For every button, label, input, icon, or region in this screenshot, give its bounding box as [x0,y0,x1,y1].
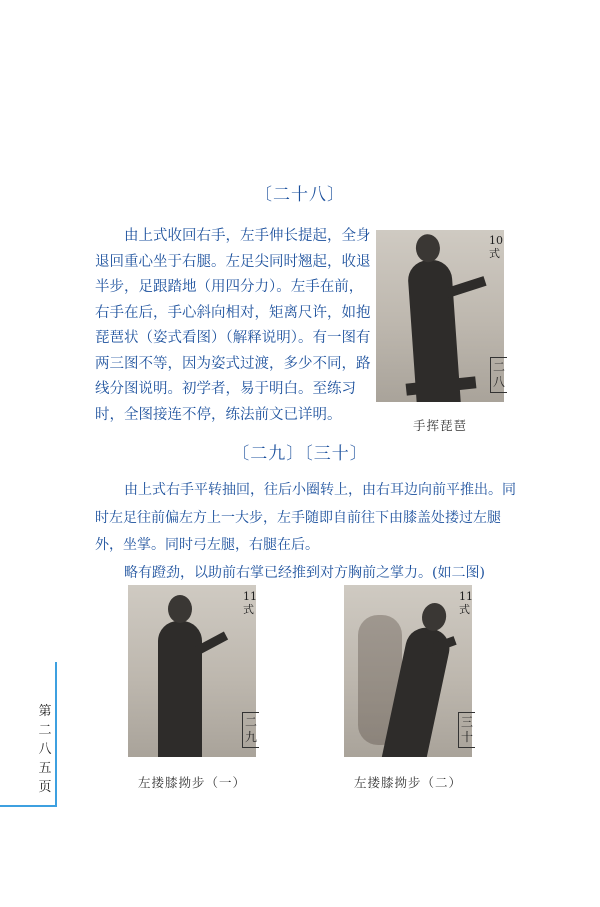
paragraph-line: 时左足往前偏左方上一大步，左手随即自前往下由膝盖处搂过左腿 [95,509,501,526]
paragraph-line: 线分图说明。初学者，易于明白。至练习 [95,381,356,397]
figure-head [419,601,448,633]
paragraph-line: 由上式右手平转抽回，往后小圈转上，由右耳边向前平推出。同 [124,482,516,498]
form-label-28: 10式 [489,234,503,260]
page-number [38,702,52,797]
section-29-30-heading: 〔二九〕〔三十〕 [232,444,368,464]
form-label-29: 11式 [243,590,257,616]
paragraph-line: 时，全图接连不停，练法前文已详明。 [95,406,342,423]
plate-label-30: 三十 [458,712,475,748]
page-number-char: 页 [38,780,52,795]
photo-caption-28: 手挥琵琶 [412,418,467,433]
photo-caption-30: 左搂膝拗步（二） [353,775,462,790]
paragraph-line: 由上式收回右手，左手伸长提起，全身 [124,228,371,244]
figure-head [415,233,441,263]
plate-label-28: 二八 [490,357,507,393]
photo-28 [376,230,504,402]
form-label-30: 11式 [459,590,473,616]
paragraph-line: 退回重心坐于右腿。左足尖同时翘起，收退 [95,253,371,270]
page-number-char: 五 [38,761,52,776]
paragraph-line: 略有蹬劲，以助前右掌已经推到对方胸前之掌力。(如二图) [124,564,485,581]
photo-30 [344,585,472,757]
page-number-char: 二 [38,723,52,738]
paragraph-line: 两三图不等，因为姿式过渡，多少不同，路 [95,355,371,372]
section-28-paragraph [95,224,375,428]
paragraph-line: 琵琶状（姿式看图）（解释说明）。有一图有 [95,330,371,346]
paragraph-line: 半步，足跟踏地（用四分力）。左手在前， [95,279,364,295]
figure-silhouette [158,621,202,757]
page-bottom-line [0,805,57,807]
paragraph-line: 右手在后，手心斜向相对，矩离尺许，如抱 [95,304,371,321]
page-number-char: 第 [38,704,52,719]
paragraph-line: 外，坐掌。同时弓左腿，右腿在后。 [95,537,319,553]
page-margin-line [55,662,57,807]
figure-head [168,595,192,623]
plate-label-29: 二九 [242,712,259,748]
photo-29 [128,585,256,757]
section-28-heading: 〔二十八〕 [255,185,345,205]
section-29-30-paragraph [95,477,525,587]
photo-caption-29: 左搂膝拗步（一） [137,775,246,790]
page-number-char: 八 [38,742,52,757]
